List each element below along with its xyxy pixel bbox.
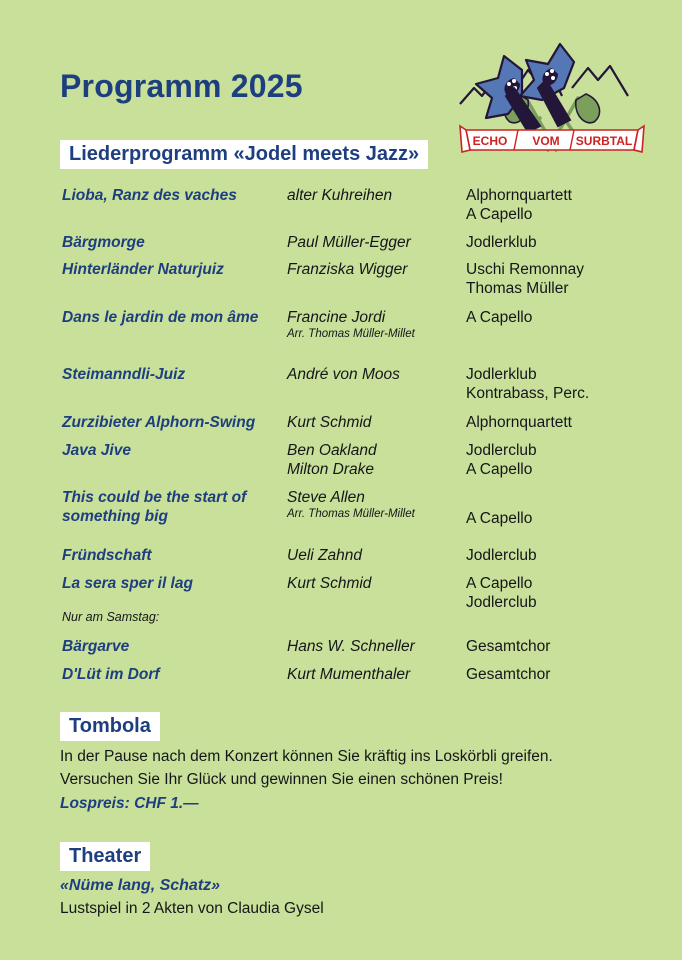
echo-vom-surbtal-logo [452,22,652,162]
theater-play-title: «Nüme lang, Schatz» [60,877,221,894]
song-title: Lioba, Ranz des vaches [62,187,237,204]
song-performer-secondary: A Capello [466,461,533,478]
song-composer: Ueli Zahnd [287,547,362,564]
song-title: Hinterländer Naturjuiz [62,261,224,278]
song-composer: Kurt Schmid [287,575,372,592]
song-performer: Alphornquartett A Capello [466,186,676,224]
song-performer-secondary: A Capello [466,206,533,223]
song-composer: Steve Allen Arr. Thomas Müller-Millet [287,488,467,522]
song-performer: A Capello Jodlerclub [466,574,676,612]
song-performer: Alphornquartett [466,414,572,431]
section-heading-theater: Theater [60,842,150,871]
section-heading-liederprogramm: Liederprogramm «Jodel meets Jazz» [60,140,428,169]
tombola-line-2: Versuchen Sie Ihr Glück und gewinnen Sie einen schönen Preis! [60,771,503,788]
song-performer: Gesamtchor [466,638,551,655]
song-composer: alter Kuhreihen [287,187,393,204]
song-performer: Jodlerklub [466,234,537,251]
theater-body [60,874,660,920]
theater-play-subtitle: Lustspiel in 2 Akten von Claudia Gysel [60,900,324,917]
song-title: D'Lüt im Dorf [62,666,160,683]
song-arranger: Arr. Thomas Müller-Millet [287,508,415,520]
song-title: Steimanndli-Juiz [62,366,186,383]
tombola-ticket-price: Lospreis: CHF 1.— [60,795,199,812]
song-performer-secondary: Jodlerclub [466,594,537,611]
song-performer-secondary: Thomas Müller [466,280,569,297]
song-title: Bärgarve [62,638,130,655]
tombola-body [60,745,660,815]
song-performer [466,509,676,528]
banner-word-vom: VOM [532,134,560,148]
song-title: Java Jive [62,442,131,459]
gentian-logo-graphic [452,22,652,162]
song-title: Bärgmorge [62,234,145,251]
song-title: This could be the start of something big [62,489,247,525]
song-composer: Kurt Schmid [287,414,372,431]
song-performer: Jodlerclub [466,547,537,564]
page-title: Programm 2025 [60,68,303,104]
banner-word-surbtal: SURBTAL [575,134,633,148]
song-title: Fründschaft [62,547,152,564]
song-performer: Gesamtchor [466,666,551,683]
song-composer: Paul Müller-Egger [287,234,411,251]
song-composer: Kurt Mumenthaler [287,666,411,683]
song-performer: Uschi Remonnay Thomas Müller [466,260,676,298]
song-arranger: Arr. Thomas Müller-Millet [287,328,415,340]
logo-banner [460,126,644,152]
song-composer: André von Moos [287,366,400,383]
song-performer-secondary: Kontrabass, Perc. [466,385,590,402]
song-title: La sera sper il lag [62,575,193,592]
song-composer: Hans W. Schneller [287,638,415,655]
saturday-only-note: Nur am Samstag: [62,610,160,624]
song-composer: Franziska Wigger [287,261,408,278]
song-composer: Francine Jordi Arr. Thomas Müller-Millet [287,308,467,342]
section-heading-tombola: Tombola [60,712,160,741]
song-performer: Jodlerclub A Capello [466,441,676,479]
song-title: Dans le jardin de mon âme [62,309,259,326]
song-performer: Jodlerklub Kontrabass, Perc. [466,365,676,403]
song-performer-secondary: A Capello [466,510,533,527]
tombola-line-1: In der Pause nach dem Konzert können Sie kräftig ins Loskörbli greifen. [60,748,553,765]
song-composer: Ben Oakland Milton Drake [287,442,377,478]
banner-word-echo: ECHO [472,134,508,148]
song-title: Zurzibieter Alphorn-Swing [62,414,256,431]
song-performer: A Capello [466,309,533,326]
